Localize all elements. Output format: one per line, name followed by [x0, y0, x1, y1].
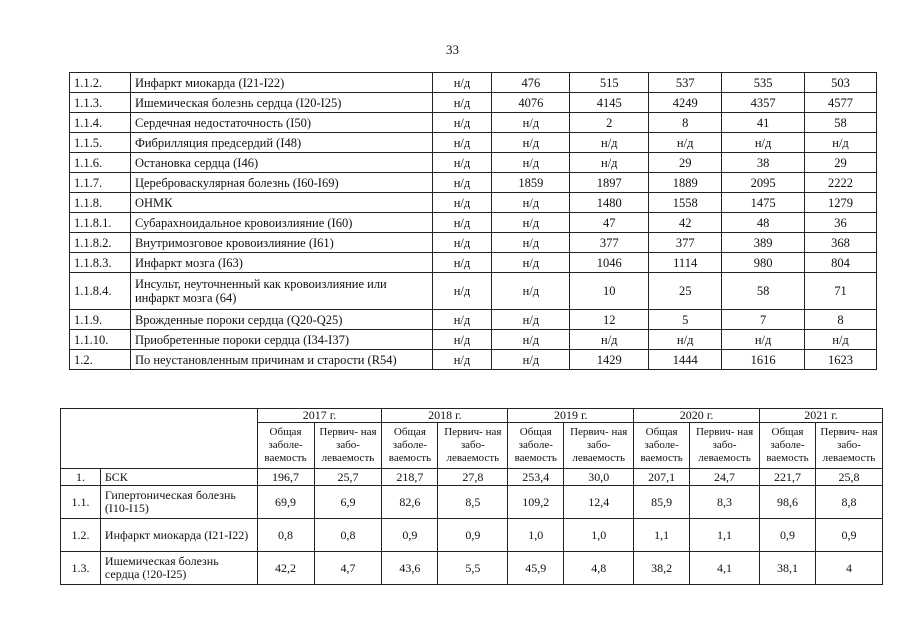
value-cell: 25,7 — [314, 469, 382, 486]
value-cell: н/д — [432, 153, 492, 173]
table-row — [61, 469, 883, 486]
value-cell: 1114 — [649, 253, 722, 273]
table-row — [70, 193, 877, 213]
value-cell: н/д — [432, 213, 492, 233]
value-cell: 503 — [805, 73, 877, 93]
value-cell: 42 — [649, 213, 722, 233]
value-cell: 8 — [805, 310, 877, 330]
year-header: 2019 г. — [508, 409, 634, 423]
value-cell: 36 — [805, 213, 877, 233]
table-row — [70, 273, 877, 310]
header-blank — [61, 409, 258, 469]
row-number: 1.1.2. — [70, 73, 131, 93]
row-number: 1.2. — [61, 519, 101, 552]
row-name: Субарахноидальное кровоизлияние (I60) — [130, 213, 432, 233]
value-cell: 82,6 — [382, 486, 438, 519]
value-cell: 85,9 — [634, 486, 690, 519]
value-cell: н/д — [492, 113, 570, 133]
subheader-primary: Первич- ная забо- леваемость — [314, 423, 382, 469]
value-cell: 0,9 — [382, 519, 438, 552]
table-row — [70, 213, 877, 233]
row-name: Гипертоническая болезнь (I10-I15) — [100, 486, 257, 519]
value-cell: 2222 — [805, 173, 877, 193]
value-cell: н/д — [432, 93, 492, 113]
year-header: 2017 г. — [257, 409, 382, 423]
value-cell: 43,6 — [382, 552, 438, 585]
subheader-primary: Первич- ная забо- леваемость — [690, 423, 760, 469]
row-name: Инсульт, неуточненный как кровоизлияние или инфаркт мозга (64) — [130, 273, 432, 310]
value-cell: 535 — [722, 73, 805, 93]
value-cell: 980 — [722, 253, 805, 273]
value-cell: 98,6 — [760, 486, 816, 519]
value-cell: 30,0 — [564, 469, 634, 486]
value-cell: н/д — [432, 233, 492, 253]
row-name: ОНМК — [130, 193, 432, 213]
value-cell: 2 — [570, 113, 649, 133]
value-cell: н/д — [805, 330, 877, 350]
row-name: Цереброваскулярная болезнь (I60-I69) — [130, 173, 432, 193]
value-cell: 7 — [722, 310, 805, 330]
value-cell: 0,9 — [815, 519, 882, 552]
value-cell: 1480 — [570, 193, 649, 213]
value-cell: 1279 — [805, 193, 877, 213]
subheader-primary: Первич- ная забо- леваемость — [564, 423, 634, 469]
value-cell: н/д — [492, 350, 570, 370]
value-cell: 1616 — [722, 350, 805, 370]
value-cell: н/д — [432, 330, 492, 350]
value-cell: 1429 — [570, 350, 649, 370]
value-cell: 1475 — [722, 193, 805, 213]
row-number: 1.1.7. — [70, 173, 131, 193]
value-cell: 207,1 — [634, 469, 690, 486]
value-cell: 48 — [722, 213, 805, 233]
row-name: Сердечная недостаточность (I50) — [130, 113, 432, 133]
row-name: По неустановленным причинам и старости (R54) — [130, 350, 432, 370]
value-cell: 12 — [570, 310, 649, 330]
value-cell: 38,1 — [760, 552, 816, 585]
value-cell: 0,8 — [257, 519, 314, 552]
value-cell: н/д — [432, 273, 492, 310]
value-cell: 1623 — [805, 350, 877, 370]
value-cell: н/д — [432, 350, 492, 370]
value-cell: н/д — [492, 153, 570, 173]
row-number: 1.1. — [61, 486, 101, 519]
value-cell: н/д — [492, 330, 570, 350]
value-cell: 71 — [805, 273, 877, 310]
table-row — [61, 552, 883, 585]
subheader-primary: Первич- ная забо- леваемость — [815, 423, 882, 469]
value-cell: н/д — [432, 133, 492, 153]
row-name: Приобретенные пороки сердца (I34-I37) — [130, 330, 432, 350]
value-cell: н/д — [492, 233, 570, 253]
value-cell: 1,0 — [564, 519, 634, 552]
value-cell: 8,5 — [438, 486, 508, 519]
value-cell: н/д — [432, 113, 492, 133]
value-cell: н/д — [649, 133, 722, 153]
value-cell: н/д — [492, 273, 570, 310]
value-cell: 1897 — [570, 173, 649, 193]
value-cell: 4249 — [649, 93, 722, 113]
table-row — [70, 153, 877, 173]
value-cell: 47 — [570, 213, 649, 233]
row-number: 1.1.6. — [70, 153, 131, 173]
table-row — [70, 173, 877, 193]
row-name: Ишемическая болезнь сердца (!20-I25) — [100, 552, 257, 585]
row-number: 1.1.4. — [70, 113, 131, 133]
subheader-primary: Первич- ная забо- леваемость — [438, 423, 508, 469]
value-cell: 4145 — [570, 93, 649, 113]
value-cell: 1,0 — [508, 519, 564, 552]
value-cell: 377 — [649, 233, 722, 253]
value-cell: 58 — [805, 113, 877, 133]
value-cell: 0,9 — [438, 519, 508, 552]
value-cell: н/д — [492, 253, 570, 273]
value-cell: 27,8 — [438, 469, 508, 486]
value-cell: 25,8 — [815, 469, 882, 486]
row-name: Ишемическая болезнь сердца (I20-I25) — [130, 93, 432, 113]
value-cell: н/д — [432, 73, 492, 93]
row-number: 1.3. — [61, 552, 101, 585]
value-cell: н/д — [492, 310, 570, 330]
row-name: Инфаркт миокарда (I21-I22) — [130, 73, 432, 93]
value-cell: н/д — [722, 330, 805, 350]
value-cell: 476 — [492, 73, 570, 93]
value-cell: 377 — [570, 233, 649, 253]
row-name: БСК — [100, 469, 257, 486]
value-cell: н/д — [722, 133, 805, 153]
value-cell: 29 — [649, 153, 722, 173]
morbidity-table — [60, 408, 883, 585]
value-cell: н/д — [570, 330, 649, 350]
value-cell: н/д — [492, 193, 570, 213]
value-cell: 253,4 — [508, 469, 564, 486]
value-cell: 1859 — [492, 173, 570, 193]
value-cell: 45,9 — [508, 552, 564, 585]
subheader-general: Общая заболе- ваемость — [257, 423, 314, 469]
value-cell: н/д — [492, 133, 570, 153]
value-cell: 42,2 — [257, 552, 314, 585]
value-cell: 1,1 — [634, 519, 690, 552]
value-cell: 1889 — [649, 173, 722, 193]
row-number: 1.1.3. — [70, 93, 131, 113]
value-cell: 4577 — [805, 93, 877, 113]
value-cell: 8 — [649, 113, 722, 133]
value-cell: 218,7 — [382, 469, 438, 486]
subheader-general: Общая заболе- ваемость — [382, 423, 438, 469]
value-cell: 4,1 — [690, 552, 760, 585]
table-row — [70, 350, 877, 370]
value-cell: н/д — [432, 193, 492, 213]
page-number: 33 — [446, 42, 459, 57]
value-cell: 0,8 — [314, 519, 382, 552]
year-header: 2020 г. — [634, 409, 760, 423]
value-cell: н/д — [805, 133, 877, 153]
value-cell: 1444 — [649, 350, 722, 370]
value-cell: н/д — [492, 213, 570, 233]
row-number: 1.1.9. — [70, 310, 131, 330]
value-cell: 8,8 — [815, 486, 882, 519]
value-cell: 24,7 — [690, 469, 760, 486]
value-cell: 804 — [805, 253, 877, 273]
value-cell: 12,4 — [564, 486, 634, 519]
value-cell: 537 — [649, 73, 722, 93]
year-header: 2018 г. — [382, 409, 508, 423]
value-cell: 38,2 — [634, 552, 690, 585]
value-cell: 38 — [722, 153, 805, 173]
table-row — [61, 486, 883, 519]
value-cell: 1558 — [649, 193, 722, 213]
row-number: 1.2. — [70, 350, 131, 370]
table-row — [70, 93, 877, 113]
value-cell: 10 — [570, 273, 649, 310]
table-row — [70, 330, 877, 350]
row-name: Инфаркт мозга (I63) — [130, 253, 432, 273]
value-cell: 221,7 — [760, 469, 816, 486]
row-number: 1.1.8.4. — [70, 273, 131, 310]
value-cell: 368 — [805, 233, 877, 253]
value-cell: 4357 — [722, 93, 805, 113]
value-cell: н/д — [570, 153, 649, 173]
row-number: 1.1.8.2. — [70, 233, 131, 253]
value-cell: н/д — [649, 330, 722, 350]
row-number: 1. — [61, 469, 101, 486]
row-name: Остановка сердца (I46) — [130, 153, 432, 173]
row-name: Врожденные пороки сердца (Q20-Q25) — [130, 310, 432, 330]
value-cell: 41 — [722, 113, 805, 133]
value-cell: 69,9 — [257, 486, 314, 519]
row-number: 1.1.8.3. — [70, 253, 131, 273]
value-cell: н/д — [570, 133, 649, 153]
value-cell: 515 — [570, 73, 649, 93]
value-cell: 6,9 — [314, 486, 382, 519]
subheader-general: Общая заболе- ваемость — [634, 423, 690, 469]
row-name: Внутримозговое кровоизлияние (I61) — [130, 233, 432, 253]
table-row — [70, 73, 877, 93]
value-cell: 196,7 — [257, 469, 314, 486]
row-name: Фибрилляция предсердий (I48) — [130, 133, 432, 153]
row-number: 1.1.8.1. — [70, 213, 131, 233]
table-row — [70, 310, 877, 330]
row-name: Инфаркт миокарда (I21-I22) — [100, 519, 257, 552]
value-cell: 1,1 — [690, 519, 760, 552]
value-cell: 5,5 — [438, 552, 508, 585]
value-cell: н/д — [432, 253, 492, 273]
value-cell: 4,7 — [314, 552, 382, 585]
value-cell: 58 — [722, 273, 805, 310]
table-row — [70, 133, 877, 153]
subheader-general: Общая заболе- ваемость — [760, 423, 816, 469]
value-cell: 5 — [649, 310, 722, 330]
value-cell: 8,3 — [690, 486, 760, 519]
table-row — [70, 113, 877, 133]
row-number: 1.1.5. — [70, 133, 131, 153]
value-cell: 4 — [815, 552, 882, 585]
table-row — [70, 233, 877, 253]
value-cell: 4,8 — [564, 552, 634, 585]
value-cell: 0,9 — [760, 519, 816, 552]
header-row-years — [61, 409, 883, 423]
table-row — [70, 253, 877, 273]
value-cell: н/д — [432, 310, 492, 330]
value-cell: 2095 — [722, 173, 805, 193]
value-cell: 29 — [805, 153, 877, 173]
row-number: 1.1.8. — [70, 193, 131, 213]
table-row — [61, 519, 883, 552]
subheader-general: Общая заболе- ваемость — [508, 423, 564, 469]
value-cell: н/д — [432, 173, 492, 193]
mortality-table — [69, 72, 877, 370]
value-cell: 389 — [722, 233, 805, 253]
value-cell: 25 — [649, 273, 722, 310]
value-cell: 4076 — [492, 93, 570, 113]
year-header: 2021 г. — [760, 409, 883, 423]
row-number: 1.1.10. — [70, 330, 131, 350]
value-cell: 109,2 — [508, 486, 564, 519]
value-cell: 1046 — [570, 253, 649, 273]
